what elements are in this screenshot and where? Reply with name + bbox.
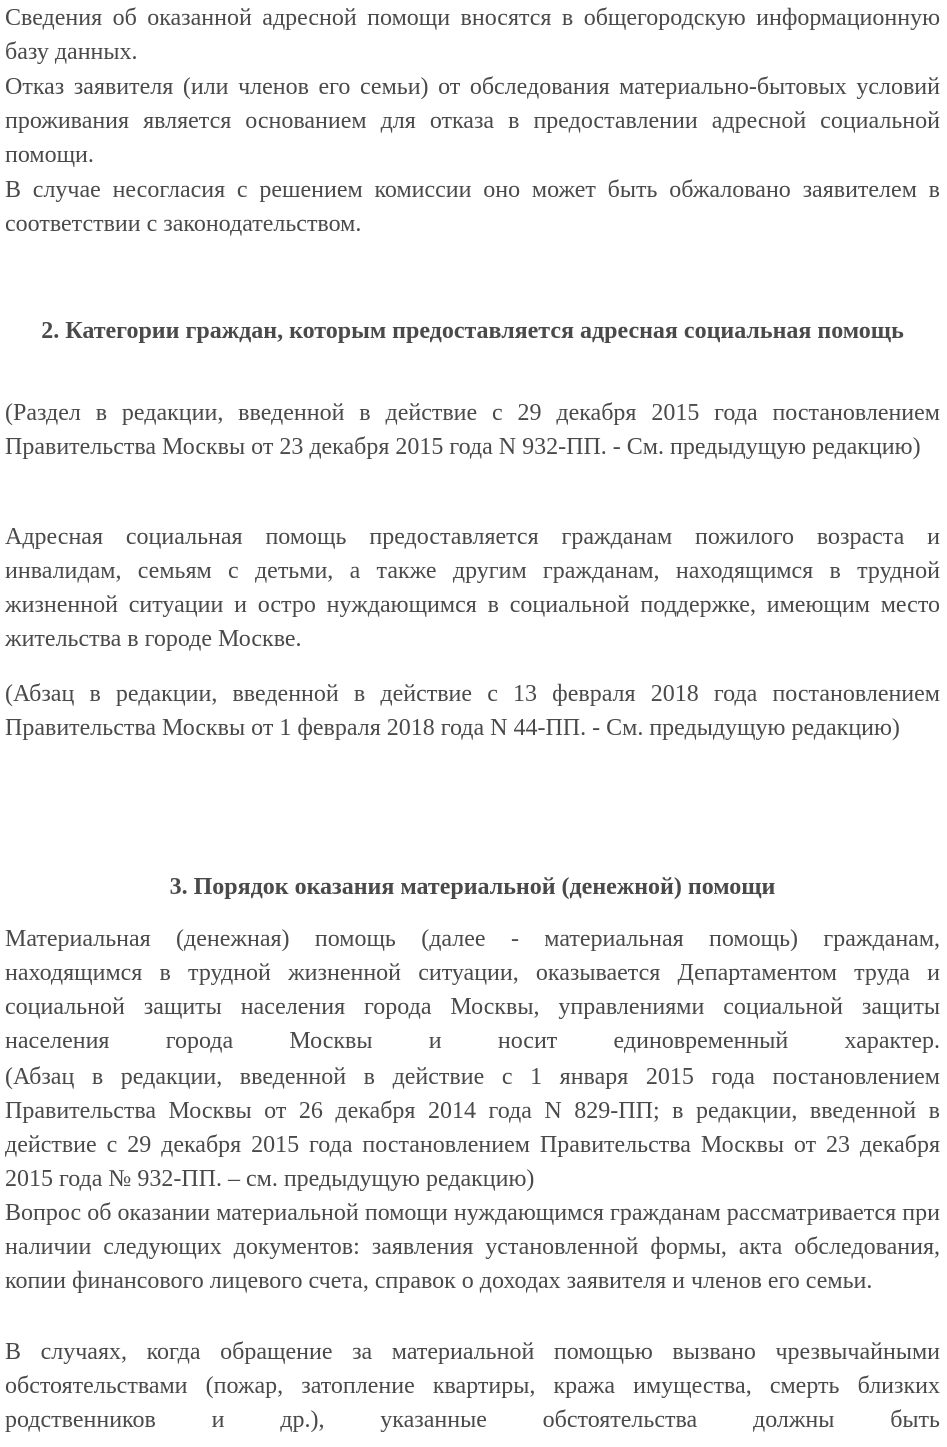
- paragraph-info-database: Сведения об оказанной адресной помощи вносятся в общегородскую информационную базу данных.: [5, 5, 940, 65]
- section-2-heading: 2. Категории граждан, которым предоставляется адресная социальная помощь: [41, 318, 904, 344]
- section-2-body: Адресная социальная помощь предоставляется гражданам пожилого возраста и инвалидам, семьям с детьми, а также другим гражданам, находящимся в трудной жизненной ситуации и остро нуждающимся в социальной поддержке, имеющим место жительства в городе Москве.: [5, 524, 940, 652]
- paragraph-refusal-inspection: Отказ заявителя (или членов его семьи) от обследования материально-бытовых условий проживания является основанием для отказа в предоставлении адресной социальной помощи.: [5, 74, 940, 168]
- section-3-heading: 3. Порядок оказания материальной (денежной) помощи: [169, 874, 776, 900]
- section-2-edition-note: (Раздел в редакции, введенной в действие с 29 декабря 2015 года постановлением Правительства Москвы от 23 декабря 2015 года N 932-ПП. - См. предыдущую редакцию): [5, 400, 940, 460]
- section-3-paragraph-2: Вопрос об оказании материальной помощи нуждающимся гражданам рассматривается при наличии следующих документов: заявления установленной формы, акта обследования, копии финансового лицевого счета, справок о доходах заявителя и членов его семьи.: [5, 1200, 940, 1294]
- section-2-paragraph-note: (Абзац в редакции, введенной в действие с 13 февраля 2018 года постановлением Правительства Москвы от 1 февраля 2018 года N 44-ПП. - См. предыдущую редакцию): [5, 681, 940, 741]
- paragraph-appeal: В случае несогласия с решением комиссии оно может быть обжаловано заявителем в соответствии с законодательством.: [5, 177, 940, 237]
- section-3-paragraph-3: В случаях, когда обращение за материальной помощью вызвано чрезвычайными обстоятельствами (пожар, затопление квартиры, кража имущества, смерть близких родственников и др.), указанные обстоятельства должны быть: [5, 1339, 940, 1433]
- section-3-paragraph-1-note: (Абзац в редакции, введенной в действие с 1 января 2015 года постановлением Правительства Москвы от 26 декабря 2014 года N 829-ПП; в редакции, введенной в действие с 29 декабря 2015 года постановлением Правительства Москвы от 23 декабря 2015 года № 932-ПП. – см. предыдущую редакцию): [5, 1064, 940, 1192]
- section-3-paragraph-1: Материальная (денежная) помощь (далее - материальная помощь) гражданам, находящимся в трудной жизненной ситуации, оказывается Департаментом труда и социальной защиты населения города Москвы, управлениями социальной защиты населения города Москвы и носит единовременный характер.: [5, 926, 940, 1054]
